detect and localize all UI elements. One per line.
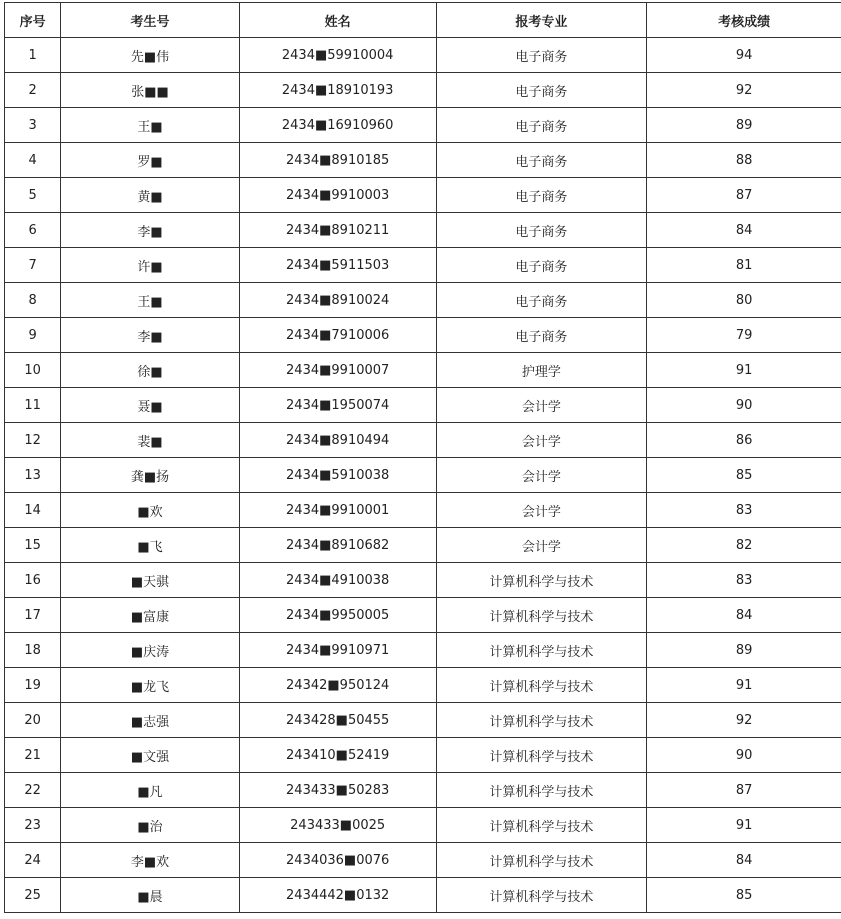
cell-seq: 12 (5, 423, 61, 458)
cell-exam-no: 先■伟 (61, 38, 240, 73)
cell-exam-no: ■治 (61, 808, 240, 843)
table-row (5, 563, 841, 598)
cell-name: 2434■8910211 (239, 213, 436, 248)
cell-name: 2434■9910003 (239, 178, 436, 213)
cell-major: 计算机科学与技术 (436, 598, 647, 633)
cell-score: 87 (647, 178, 841, 213)
cell-seq: 23 (5, 808, 61, 843)
cell-name: 2434■4910038 (239, 563, 436, 598)
cell-major: 计算机科学与技术 (436, 633, 647, 668)
cell-seq: 25 (5, 878, 61, 913)
header-row (5, 3, 841, 38)
cell-exam-no: 李■ (61, 318, 240, 353)
cell-seq: 6 (5, 213, 61, 248)
cell-score: 82 (647, 528, 841, 563)
cell-name: 2434■18910193 (239, 73, 436, 108)
cell-score: 92 (647, 73, 841, 108)
cell-seq: 10 (5, 353, 61, 388)
cell-score: 84 (647, 598, 841, 633)
cell-name: 2434■16910960 (239, 108, 436, 143)
cell-score: 87 (647, 773, 841, 808)
cell-exam-no: ■龙飞 (61, 668, 240, 703)
cell-name: 2434■9950005 (239, 598, 436, 633)
cell-exam-no: ■文强 (61, 738, 240, 773)
cell-seq: 24 (5, 843, 61, 878)
cell-exam-no: ■欢 (61, 493, 240, 528)
cell-score: 85 (647, 878, 841, 913)
cell-score: 91 (647, 353, 841, 388)
table-row (5, 213, 841, 248)
cell-score: 80 (647, 283, 841, 318)
cell-exam-no: 黄■ (61, 178, 240, 213)
cell-exam-no: 裴■ (61, 423, 240, 458)
cell-exam-no: 聂■ (61, 388, 240, 423)
cell-seq: 3 (5, 108, 61, 143)
cell-exam-no: 李■欢 (61, 843, 240, 878)
cell-seq: 1 (5, 38, 61, 73)
cell-name: 2434■7910006 (239, 318, 436, 353)
cell-score: 89 (647, 108, 841, 143)
cell-score: 91 (647, 668, 841, 703)
cell-seq: 20 (5, 703, 61, 738)
cell-name: 2434■9910971 (239, 633, 436, 668)
cell-name: 243433■50283 (239, 773, 436, 808)
cell-exam-no: ■志强 (61, 703, 240, 738)
cell-major: 计算机科学与技术 (436, 808, 647, 843)
cell-name: 2434■59910004 (239, 38, 436, 73)
cell-name: 2434442■0132 (239, 878, 436, 913)
cell-major: 护理学 (436, 353, 647, 388)
cell-name: 243428■50455 (239, 703, 436, 738)
cell-seq: 2 (5, 73, 61, 108)
table-body (5, 38, 841, 913)
table-row (5, 668, 841, 703)
table-row (5, 843, 841, 878)
cell-seq: 17 (5, 598, 61, 633)
cell-exam-no: 罗■ (61, 143, 240, 178)
cell-exam-no: 张■■ (61, 73, 240, 108)
cell-seq: 16 (5, 563, 61, 598)
cell-score: 91 (647, 808, 841, 843)
cell-major: 计算机科学与技术 (436, 843, 647, 878)
cell-seq: 15 (5, 528, 61, 563)
cell-exam-no: ■天骐 (61, 563, 240, 598)
table-row (5, 38, 841, 73)
cell-major: 计算机科学与技术 (436, 878, 647, 913)
cell-major: 电子商务 (436, 248, 647, 283)
cell-major: 电子商务 (436, 73, 647, 108)
cell-score: 86 (647, 423, 841, 458)
header-seq: 序号 (5, 3, 61, 38)
cell-major: 计算机科学与技术 (436, 773, 647, 808)
cell-major: 会计学 (436, 493, 647, 528)
cell-name: 2434■8910494 (239, 423, 436, 458)
table-row (5, 353, 841, 388)
cell-exam-no: ■富康 (61, 598, 240, 633)
cell-score: 89 (647, 633, 841, 668)
cell-seq: 13 (5, 458, 61, 493)
table-row (5, 458, 841, 493)
cell-major: 电子商务 (436, 108, 647, 143)
cell-exam-no: ■飞 (61, 528, 240, 563)
table-row (5, 318, 841, 353)
cell-score: 84 (647, 843, 841, 878)
header-exam-no: 考生号 (61, 3, 240, 38)
cell-seq: 21 (5, 738, 61, 773)
table-row (5, 738, 841, 773)
cell-seq: 8 (5, 283, 61, 318)
table-row (5, 108, 841, 143)
table-row (5, 528, 841, 563)
cell-score: 94 (647, 38, 841, 73)
cell-score: 83 (647, 563, 841, 598)
header-score: 考核成绩 (647, 3, 841, 38)
cell-name: 243410■52419 (239, 738, 436, 773)
cell-seq: 11 (5, 388, 61, 423)
cell-name: 2434■8910185 (239, 143, 436, 178)
table-row (5, 773, 841, 808)
cell-major: 电子商务 (436, 213, 647, 248)
cell-major: 计算机科学与技术 (436, 563, 647, 598)
cell-exam-no: 李■ (61, 213, 240, 248)
cell-exam-no: 龚■扬 (61, 458, 240, 493)
cell-name: 2434■5911503 (239, 248, 436, 283)
cell-major: 电子商务 (436, 178, 647, 213)
cell-major: 电子商务 (436, 38, 647, 73)
cell-exam-no: 王■ (61, 283, 240, 318)
table-row (5, 143, 841, 178)
cell-name: 2434■9910001 (239, 493, 436, 528)
cell-major: 计算机科学与技术 (436, 703, 647, 738)
cell-seq: 9 (5, 318, 61, 353)
cell-exam-no: ■凡 (61, 773, 240, 808)
cell-major: 电子商务 (436, 318, 647, 353)
cell-score: 88 (647, 143, 841, 178)
cell-score: 84 (647, 213, 841, 248)
table-row (5, 73, 841, 108)
cell-seq: 18 (5, 633, 61, 668)
cell-name: 2434■8910682 (239, 528, 436, 563)
cell-seq: 19 (5, 668, 61, 703)
cell-major: 电子商务 (436, 283, 647, 318)
table-row (5, 388, 841, 423)
cell-score: 85 (647, 458, 841, 493)
table-row (5, 808, 841, 843)
cell-major: 电子商务 (436, 143, 647, 178)
table-row (5, 878, 841, 913)
cell-major: 会计学 (436, 458, 647, 493)
cell-name: 243433■0025 (239, 808, 436, 843)
cell-exam-no: ■晨 (61, 878, 240, 913)
cell-major: 会计学 (436, 423, 647, 458)
cell-seq: 22 (5, 773, 61, 808)
cell-score: 83 (647, 493, 841, 528)
table-row (5, 178, 841, 213)
header-major: 报考专业 (436, 3, 647, 38)
cell-score: 92 (647, 703, 841, 738)
cell-name: 2434■5910038 (239, 458, 436, 493)
cell-seq: 4 (5, 143, 61, 178)
cell-name: 2434■1950074 (239, 388, 436, 423)
cell-major: 会计学 (436, 388, 647, 423)
cell-exam-no: 徐■ (61, 353, 240, 388)
table-row (5, 283, 841, 318)
header-name: 姓名 (239, 3, 436, 38)
cell-name: 2434036■0076 (239, 843, 436, 878)
cell-seq: 5 (5, 178, 61, 213)
table-row (5, 703, 841, 738)
cell-score: 81 (647, 248, 841, 283)
cell-name: 2434■9910007 (239, 353, 436, 388)
cell-seq: 7 (5, 248, 61, 283)
cell-score: 79 (647, 318, 841, 353)
cell-name: 24342■950124 (239, 668, 436, 703)
cell-exam-no: ■庆涛 (61, 633, 240, 668)
cell-name: 2434■8910024 (239, 283, 436, 318)
cell-exam-no: 王■ (61, 108, 240, 143)
cell-major: 计算机科学与技术 (436, 668, 647, 703)
table-row (5, 423, 841, 458)
cell-seq: 14 (5, 493, 61, 528)
table-row (5, 493, 841, 528)
cell-exam-no: 许■ (61, 248, 240, 283)
cell-score: 90 (647, 738, 841, 773)
cell-major: 会计学 (436, 528, 647, 563)
cell-score: 90 (647, 388, 841, 423)
table-row (5, 633, 841, 668)
cell-major: 计算机科学与技术 (436, 738, 647, 773)
score-table (4, 2, 841, 913)
table-row (5, 598, 841, 633)
table-row (5, 248, 841, 283)
